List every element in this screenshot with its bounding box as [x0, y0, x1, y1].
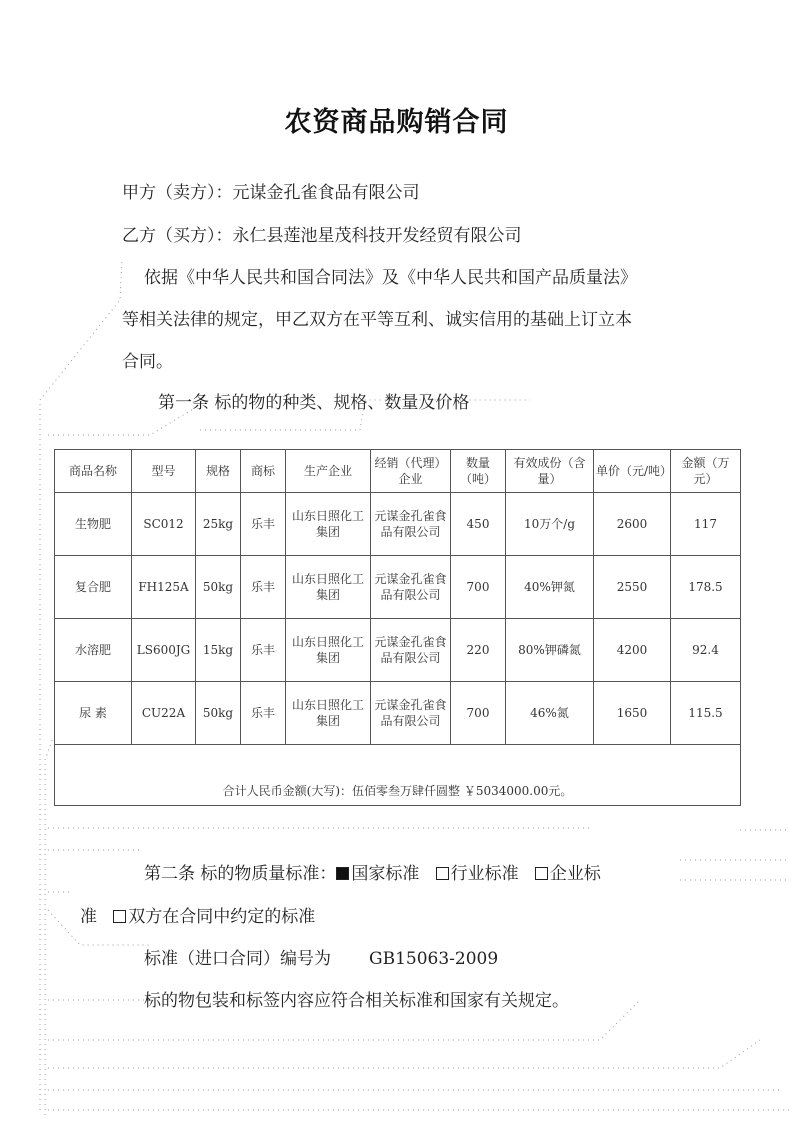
standard-number-label: 标准（进口合同）编号为: [144, 949, 331, 969]
enterprise-standard-label: 企业标: [549, 864, 601, 884]
total-amount-cell: 合计人民币金额(大写)：伍佰零叁万肆仟圆整 ￥5034000.00元。: [55, 745, 741, 806]
header-cell: 商标: [241, 450, 286, 493]
amount-cell: 115.5: [671, 682, 741, 745]
manufacturer-cell: 山东日照化工集团: [286, 493, 371, 556]
spec-cell: 50kg: [196, 556, 241, 619]
standard-number-line: [144, 944, 498, 969]
product-name-cell: 生物肥: [55, 493, 132, 556]
header-cell: 数量（吨）: [451, 450, 506, 493]
header-cell: 金额（万元）: [671, 450, 741, 493]
distributor-cell: 元谋金孔雀食品有限公司: [371, 619, 451, 682]
product-name-cell: 复合肥: [55, 556, 132, 619]
quantity-cell: 700: [451, 556, 506, 619]
table-header-row: [55, 450, 741, 493]
quantity-cell: 700: [451, 682, 506, 745]
preamble-line-2: 等相关法律的规定，甲乙双方在平等互利、诚实信用的基础上订立本: [122, 310, 632, 330]
unit-price-cell: 2600: [594, 493, 671, 556]
contract-standard-label: 双方在合同中约定的标准: [128, 907, 316, 927]
brand-cell: 乐丰: [241, 493, 286, 556]
brand-cell: 乐丰: [241, 556, 286, 619]
amount-cell: 178.5: [671, 556, 741, 619]
party-a-line: 甲方（卖方）：元谋金孔雀食品有限公司: [122, 183, 420, 203]
amount-cell: 92.4: [671, 619, 741, 682]
contract-standard-checkbox[interactable]: [113, 910, 126, 923]
header-cell: 商品名称: [55, 450, 132, 493]
model-cell: SC012: [132, 493, 196, 556]
national-standard-label: 国家标准: [351, 864, 420, 884]
article-2-line-2: [80, 902, 315, 927]
manufacturer-cell: 山东日照化工集团: [286, 556, 371, 619]
spec-cell: 50kg: [196, 682, 241, 745]
ingredient-cell: 46%氮: [506, 682, 594, 745]
model-cell: CU22A: [132, 682, 196, 745]
table-row: [55, 493, 741, 556]
brand-cell: 乐丰: [241, 682, 286, 745]
table-total-row: [55, 745, 741, 806]
product-name-cell: 水溶肥: [55, 619, 132, 682]
ingredient-cell: 10万个/g: [506, 493, 594, 556]
standard-number-value: GB15063-2009: [369, 949, 499, 969]
quantity-cell: 220: [451, 619, 506, 682]
article-2-wrap-char: 准: [80, 907, 97, 927]
unit-price-cell: 4200: [594, 619, 671, 682]
spec-cell: 15kg: [196, 619, 241, 682]
header-cell: 有效成份（含量）: [506, 450, 594, 493]
dotted-line: [48, 1040, 760, 1068]
ingredient-cell: 40%钾氮: [506, 556, 594, 619]
national-standard-checkbox[interactable]: [336, 867, 349, 880]
quantity-cell: 450: [451, 493, 506, 556]
preamble-line-3: 合同。: [122, 352, 173, 372]
table-row: [55, 619, 741, 682]
dotted-line: [45, 740, 52, 1115]
party-b-line: 乙方（买方）：永仁县莲池星茂科技开发经贸有限公司: [122, 226, 522, 246]
amount-cell: 117: [671, 493, 741, 556]
unit-price-cell: 2550: [594, 556, 671, 619]
manufacturer-cell: 山东日照化工集团: [286, 682, 371, 745]
header-cell: 经销（代理）企业: [371, 450, 451, 493]
model-cell: FH125A: [132, 556, 196, 619]
article-2-prefix: 第二条 标的物质量标准：: [144, 864, 337, 884]
manufacturer-cell: 山东日照化工集团: [286, 619, 371, 682]
table-row: [55, 556, 741, 619]
article-1-heading: 第一条 标的物的种类、规格、数量及价格: [158, 393, 470, 413]
distributor-cell: 元谋金孔雀食品有限公司: [371, 556, 451, 619]
goods-table: [54, 449, 741, 806]
header-cell: 规格: [196, 450, 241, 493]
header-cell: 生产企业: [286, 450, 371, 493]
preamble-line-1: 依据《中华人民共和国合同法》及《中华人民共和国产品质量法》: [144, 268, 637, 288]
header-cell: 型号: [132, 450, 196, 493]
distributor-cell: 元谋金孔雀食品有限公司: [371, 682, 451, 745]
table-row: [55, 682, 741, 745]
product-name-cell: 尿 素: [55, 682, 132, 745]
header-cell: 单价（元/吨）: [594, 450, 671, 493]
unit-price-cell: 1650: [594, 682, 671, 745]
industry-standard-checkbox[interactable]: [436, 867, 449, 880]
article-2-line-1: [144, 859, 601, 884]
industry-standard-label: 行业标准: [450, 864, 519, 884]
spec-cell: 25kg: [196, 493, 241, 556]
distributor-cell: 元谋金孔雀食品有限公司: [371, 493, 451, 556]
document-title: 农资商品购销合同: [284, 107, 509, 138]
model-cell: LS600JG: [132, 619, 196, 682]
ingredient-cell: 80%钾磷氮: [506, 619, 594, 682]
enterprise-standard-checkbox[interactable]: [535, 867, 548, 880]
packaging-line: 标的物包装和标签内容应符合相关标准和国家有关规定。: [144, 991, 569, 1011]
brand-cell: 乐丰: [241, 619, 286, 682]
